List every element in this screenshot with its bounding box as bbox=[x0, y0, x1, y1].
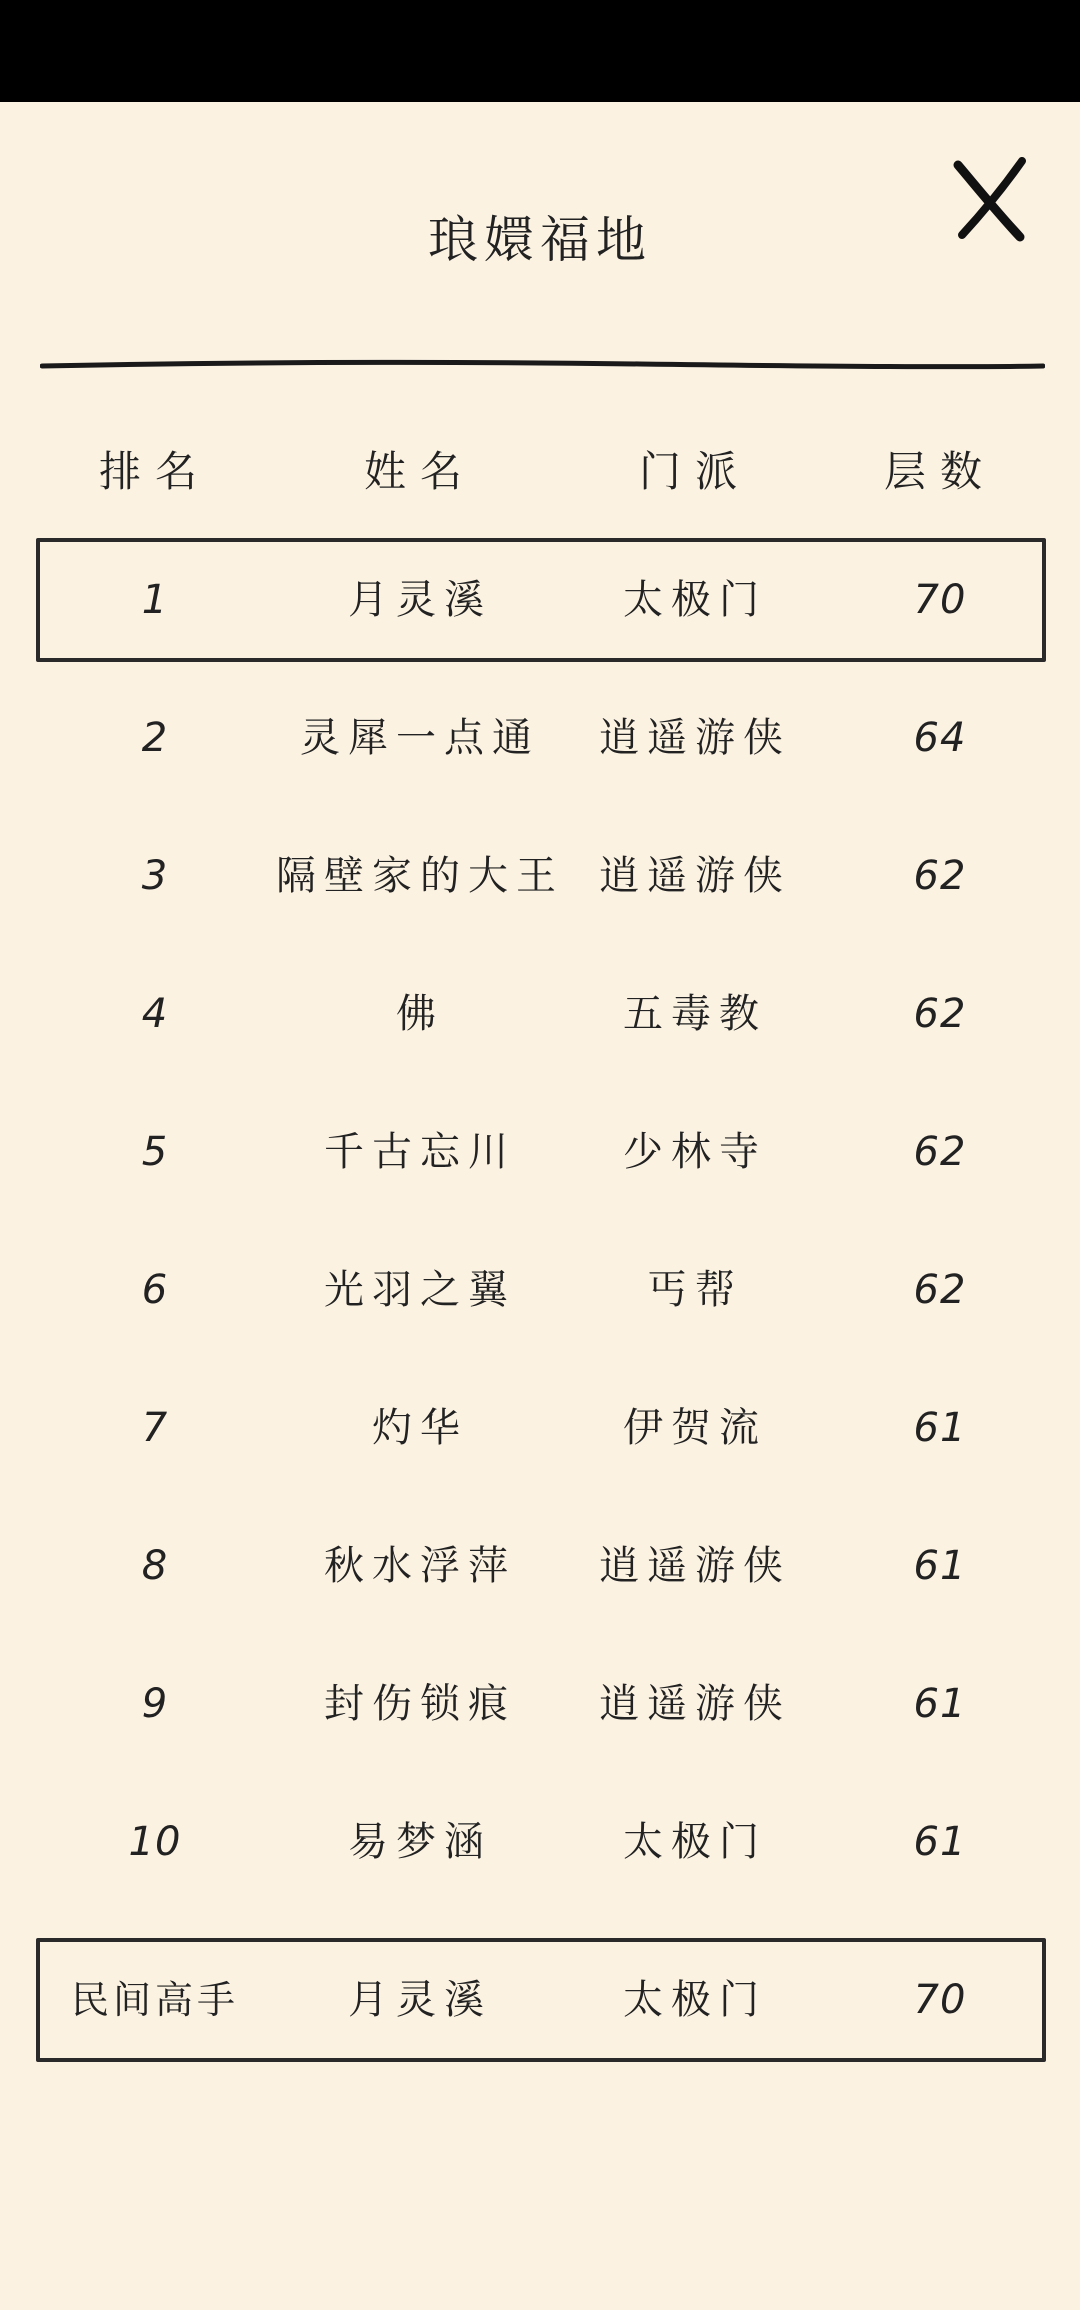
title-divider bbox=[40, 358, 1045, 372]
floor-cell: 62 bbox=[913, 1267, 967, 1313]
sect-cell: 太极门 bbox=[623, 577, 767, 623]
sect-cell: 太极门 bbox=[623, 1819, 767, 1865]
sect-cell: 逍遥游侠 bbox=[599, 1543, 791, 1589]
floor-cell: 62 bbox=[913, 853, 967, 899]
name-cell: 灼华 bbox=[372, 1405, 468, 1451]
page-title: 琅嬛福地 bbox=[428, 211, 652, 269]
floor-cell: 61 bbox=[913, 1681, 967, 1727]
floor-cell: 70 bbox=[913, 577, 967, 623]
sect-cell: 五毒教 bbox=[623, 991, 767, 1037]
floor-cell: 61 bbox=[913, 1405, 967, 1451]
sect-cell: 逍遥游侠 bbox=[599, 715, 791, 761]
header-floor: 层数 bbox=[883, 447, 996, 496]
name-cell: 易梦涵 bbox=[348, 1819, 492, 1865]
header-name: 姓名 bbox=[363, 447, 476, 496]
name-cell: 隔壁家的大王 bbox=[276, 853, 564, 899]
table-row bbox=[0, 1802, 1080, 1882]
name-cell: 千古忘川 bbox=[324, 1129, 516, 1175]
table-header bbox=[0, 432, 1080, 512]
sect-cell: 逍遥游侠 bbox=[599, 853, 791, 899]
status-bar bbox=[0, 0, 1080, 102]
floor-cell: 61 bbox=[913, 1819, 967, 1865]
name-cell: 佛 bbox=[396, 991, 444, 1037]
table-row bbox=[0, 974, 1080, 1054]
rank-cell: 4 bbox=[141, 991, 169, 1037]
sect-cell: 逍遥游侠 bbox=[599, 1681, 791, 1727]
sect-cell: 伊贺流 bbox=[623, 1405, 767, 1451]
table-row bbox=[0, 1112, 1080, 1192]
rank-cell: 10 bbox=[128, 1819, 182, 1865]
rank-cell: 7 bbox=[141, 1405, 169, 1451]
rank-cell: 6 bbox=[141, 1267, 169, 1313]
header-sect: 门派 bbox=[638, 447, 751, 496]
self-name: 月灵溪 bbox=[348, 1977, 492, 2023]
name-cell: 秋水浮萍 bbox=[324, 1543, 516, 1589]
table-row bbox=[0, 560, 1080, 640]
sect-cell: 丐帮 bbox=[647, 1267, 743, 1313]
name-cell: 光羽之翼 bbox=[324, 1267, 516, 1313]
self-sect: 太极门 bbox=[623, 1977, 767, 2023]
sect-cell: 少林寺 bbox=[623, 1129, 767, 1175]
close-button[interactable] bbox=[950, 155, 1030, 245]
rank-cell: 5 bbox=[141, 1129, 169, 1175]
rank-cell: 2 bbox=[141, 715, 169, 761]
header-rank: 排名 bbox=[98, 447, 211, 496]
table-row bbox=[0, 1250, 1080, 1330]
table-row bbox=[0, 1388, 1080, 1468]
floor-cell: 62 bbox=[913, 1129, 967, 1175]
self-rank-row bbox=[0, 1960, 1080, 2040]
table-row bbox=[0, 1664, 1080, 1744]
rank-cell: 8 bbox=[141, 1543, 169, 1589]
rank-cell: 3 bbox=[141, 853, 169, 899]
rank-cell: 1 bbox=[141, 577, 169, 623]
table-row bbox=[0, 698, 1080, 778]
table-row bbox=[0, 1526, 1080, 1606]
floor-cell: 61 bbox=[913, 1543, 967, 1589]
floor-cell: 64 bbox=[913, 715, 967, 761]
floor-cell: 62 bbox=[913, 991, 967, 1037]
self-rank: 民间高手 bbox=[70, 1978, 239, 2022]
close-icon bbox=[950, 155, 1030, 245]
table-row bbox=[0, 836, 1080, 916]
self-floor: 70 bbox=[913, 1977, 967, 2023]
rank-cell: 9 bbox=[141, 1681, 169, 1727]
name-cell: 封伤锁痕 bbox=[324, 1681, 516, 1727]
name-cell: 月灵溪 bbox=[348, 577, 492, 623]
name-cell: 灵犀一点通 bbox=[300, 715, 540, 761]
